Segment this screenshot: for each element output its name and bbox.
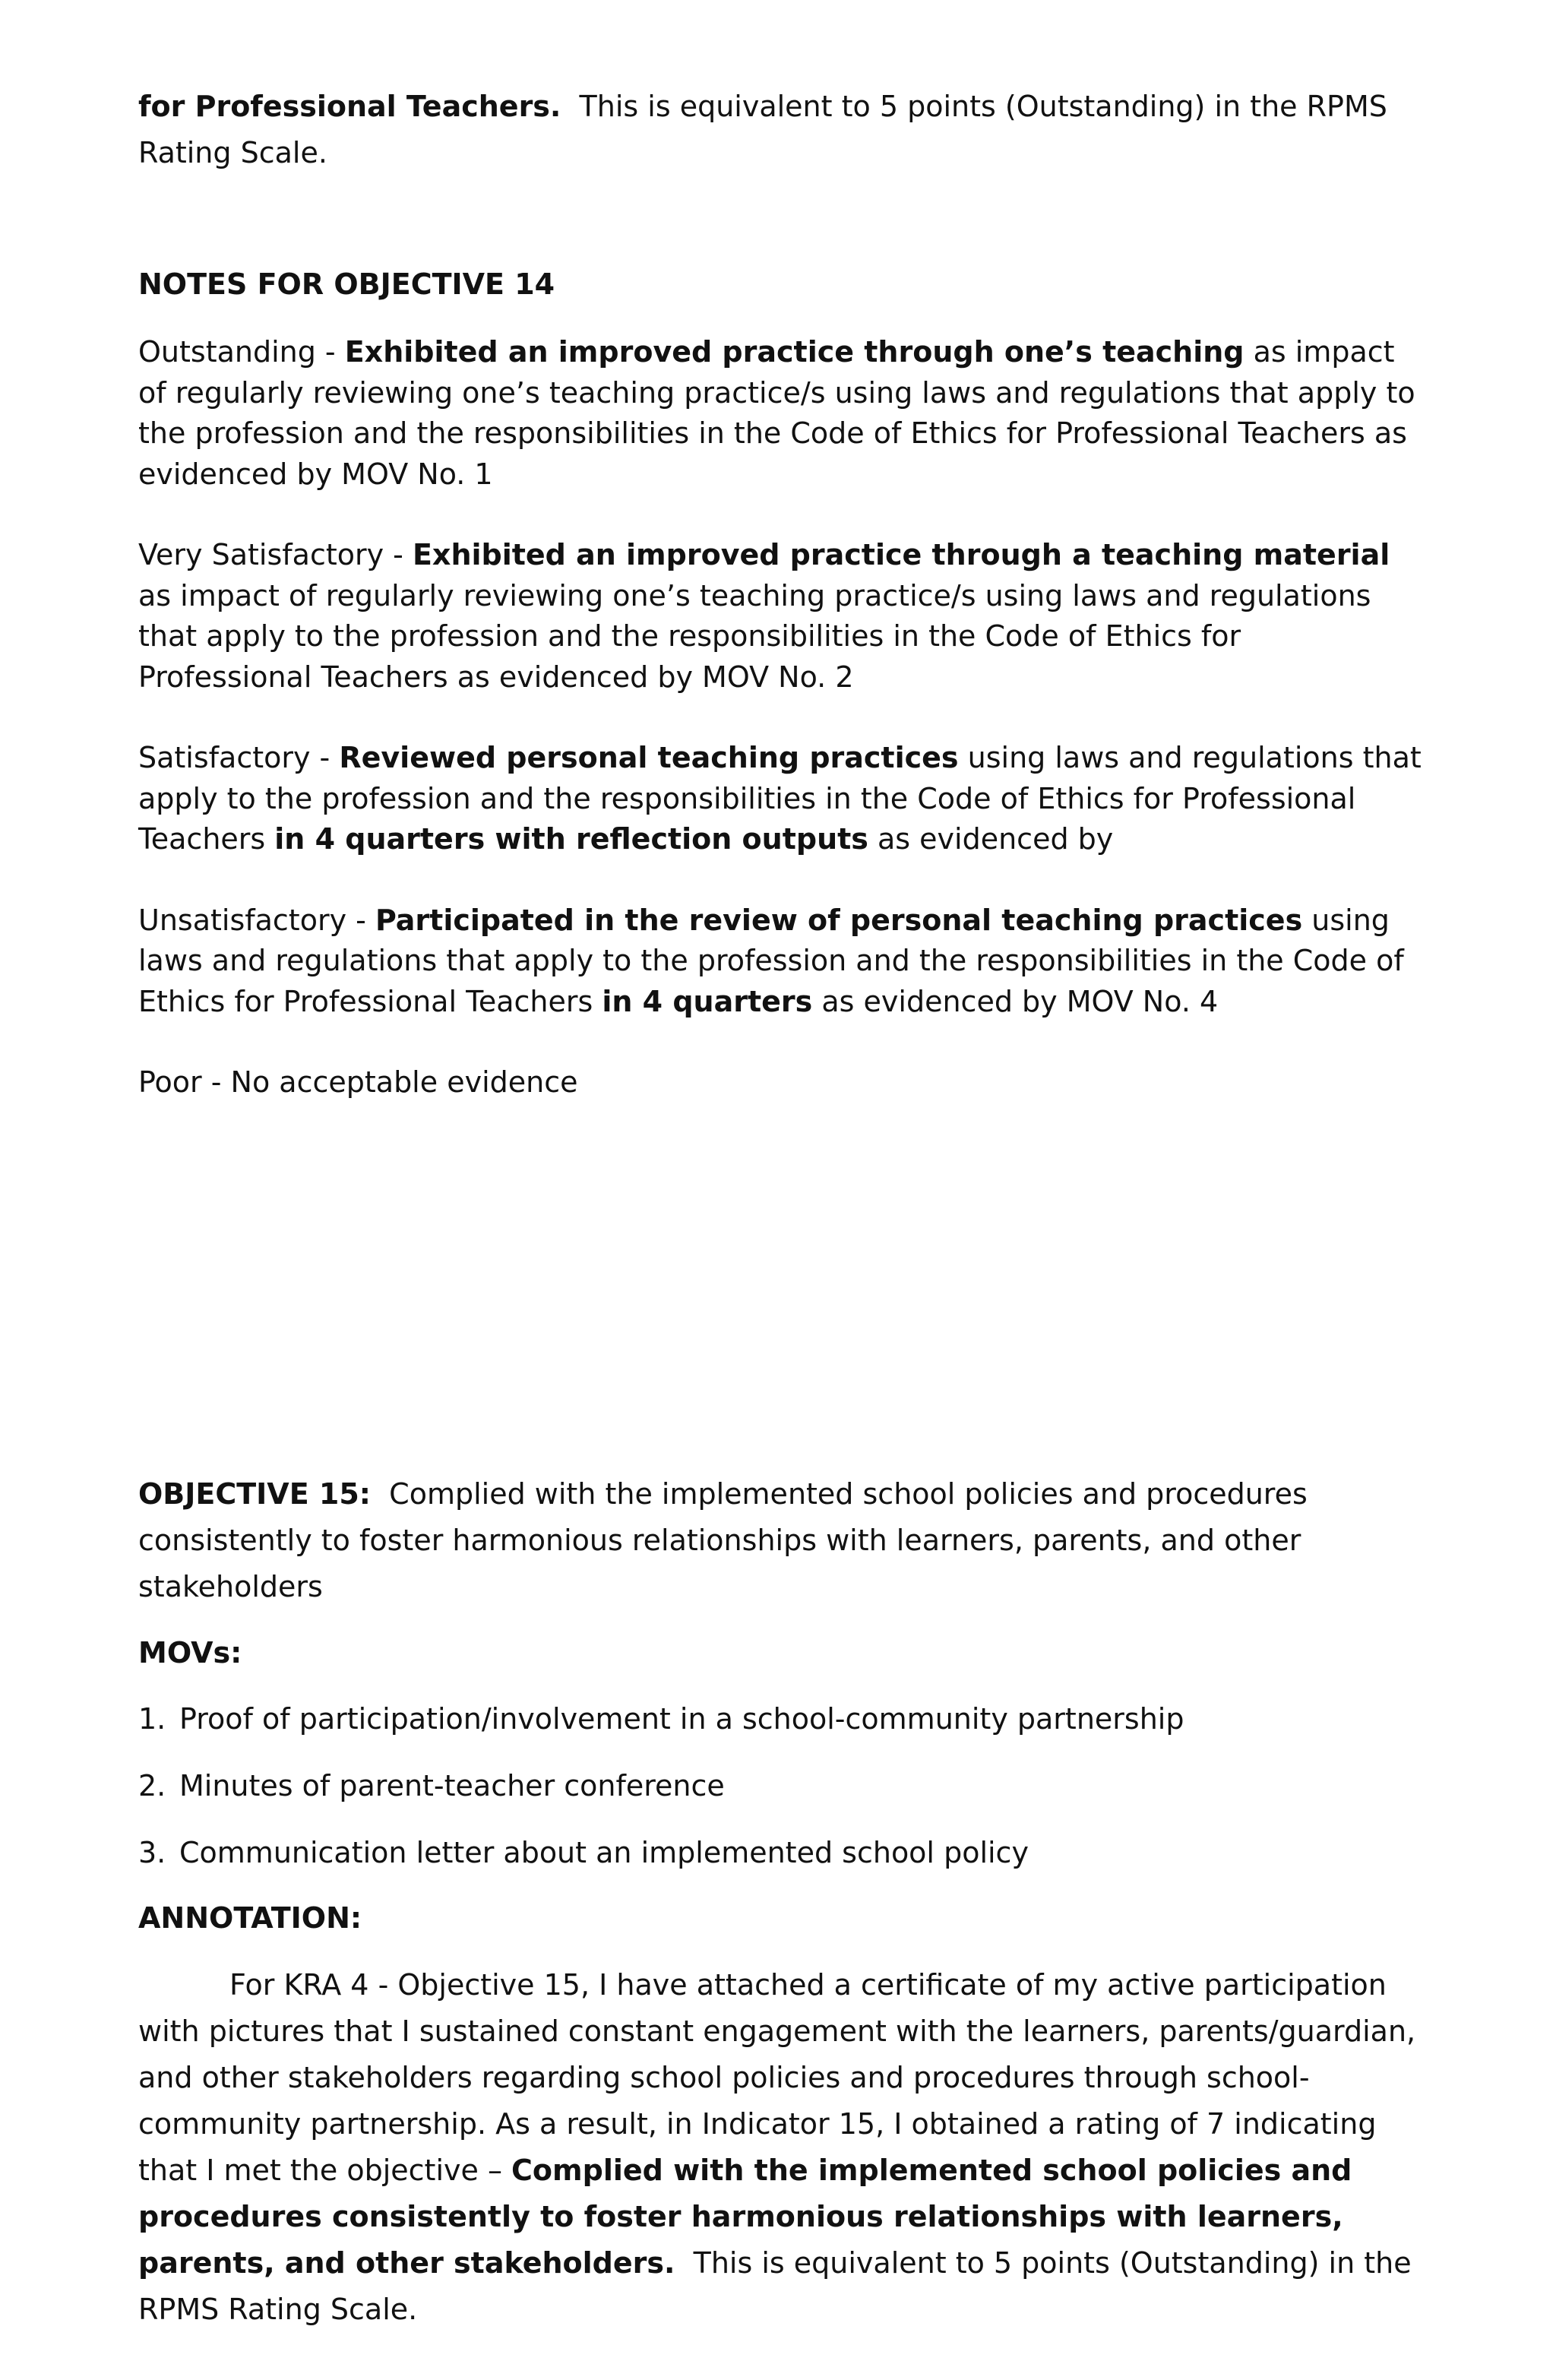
note-poor: Poor - No acceptable evidence xyxy=(138,1065,578,1099)
note-very-satisfactory-bold: Exhibited an improved practice through a teaching material xyxy=(412,538,1390,571)
annotation-text: For KRA 4 - Objective 15, I have attached a certificate of my active participation with pictures that I sustained constant engagement with the learners, parents/guardian, and other stakeholders regarding school policies and procedures through school-community partnership. As a result, in Indicator 15, I obtained a rating of 7 indicating that I met the objective – xyxy=(138,1968,1416,2187)
note-unsatisfactory-lead: Unsatisfactory - xyxy=(138,903,375,937)
list-item xyxy=(138,1696,1422,1742)
objective-15-label: OBJECTIVE 15: xyxy=(138,1477,371,1511)
objective-15-statement xyxy=(138,1471,1422,1610)
note-very-satisfactory-lead: Very Satisfactory - xyxy=(138,538,413,571)
note-satisfactory-lead: Satisfactory - xyxy=(138,741,340,774)
annotation-bold: Complied with the implemented school policies and procedures consistently to foster harmonious relationships with learners, parents, and other stakeholders. xyxy=(138,2154,1352,2280)
note-satisfactory-bold2: in 4 quarters with reflection outputs xyxy=(274,822,868,856)
annotation-heading-text: ANNOTATION: xyxy=(138,1901,362,1935)
objective-15-text: Complied with the implemented school policies and procedures consistently to foster harmonious relationships with learners, parents, and other stakeholders xyxy=(138,1477,1317,1603)
movs-heading-text: MOVs: xyxy=(138,1636,242,1669)
mov-number: 2. xyxy=(138,1769,166,1802)
note-very-satisfactory-text: as impact of regularly reviewing one’s teaching practice/s using laws and regulations that apply to the profession and the responsibilities in the Code of Ethics for Professional Teachers as evidenced by MOV No. 2 xyxy=(138,578,1371,694)
note-outstanding-text: as impact of regularly reviewing one’s teaching practice/s using laws and regulations that apply to the profession and the responsibilities in the Code of Ethics for Professional Teachers as evidenced by MOV No. 1 xyxy=(138,335,1415,491)
note-satisfactory xyxy=(138,738,1422,860)
list-item xyxy=(138,1763,1422,1809)
note-satisfactory-bold: Reviewed personal teaching practices xyxy=(339,741,959,774)
notes-heading xyxy=(138,264,1422,305)
annotation-heading xyxy=(138,1895,1422,1942)
mov-text: Minutes of parent-teacher conference xyxy=(179,1769,725,1802)
note-satisfactory-text: as evidenced by xyxy=(868,822,1114,856)
intro-bold: for Professional Teachers. xyxy=(138,90,561,123)
note-unsatisfactory-bold2: in 4 quarters xyxy=(602,984,813,1018)
notes-heading-text: NOTES FOR OBJECTIVE 14 xyxy=(138,267,555,301)
movs-heading xyxy=(138,1630,1422,1676)
note-outstanding-lead: Outstanding - xyxy=(138,335,345,369)
note-unsatisfactory xyxy=(138,900,1422,1023)
annotation-rest: This is equivalent to 5 points (Outstanding) in the RPMS Rating Scale. xyxy=(138,2246,1421,2326)
note-unsatisfactory-text: as evidenced by MOV No. 4 xyxy=(812,984,1219,1018)
annotation-paragraph xyxy=(138,1962,1422,2333)
mov-text: Proof of participation/involvement in a school-community partnership xyxy=(179,1702,1184,1736)
document-page xyxy=(138,84,1422,2326)
list-item xyxy=(138,1830,1422,1876)
mov-number: 1. xyxy=(138,1702,166,1736)
note-outstanding-bold: Exhibited an improved practice through one’s teaching xyxy=(344,335,1244,369)
note-satisfactory-mid: using laws and regulations that apply to the profession and the responsibilities in the Code of Ethics for Professional Teachers xyxy=(138,741,1422,856)
intro-text: This is equivalent to 5 points (Outstanding) in the RPMS Rating Scale. xyxy=(138,90,1396,169)
intro-paragraph xyxy=(138,84,1422,176)
objective-15-section xyxy=(138,1471,1422,2333)
note-unsatisfactory-bold: Participated in the review of personal teaching practices xyxy=(375,903,1303,937)
mov-list xyxy=(138,1696,1422,1876)
note-unsatisfactory-mid: using laws and regulations that apply to the profession and the responsibilities in the Code of Ethics for Professional Teachers xyxy=(138,903,1404,1018)
mov-text: Communication letter about an implemented school policy xyxy=(179,1836,1029,1869)
note-outstanding xyxy=(138,332,1422,495)
note-very-satisfactory xyxy=(138,535,1422,698)
mov-number: 3. xyxy=(138,1836,166,1869)
